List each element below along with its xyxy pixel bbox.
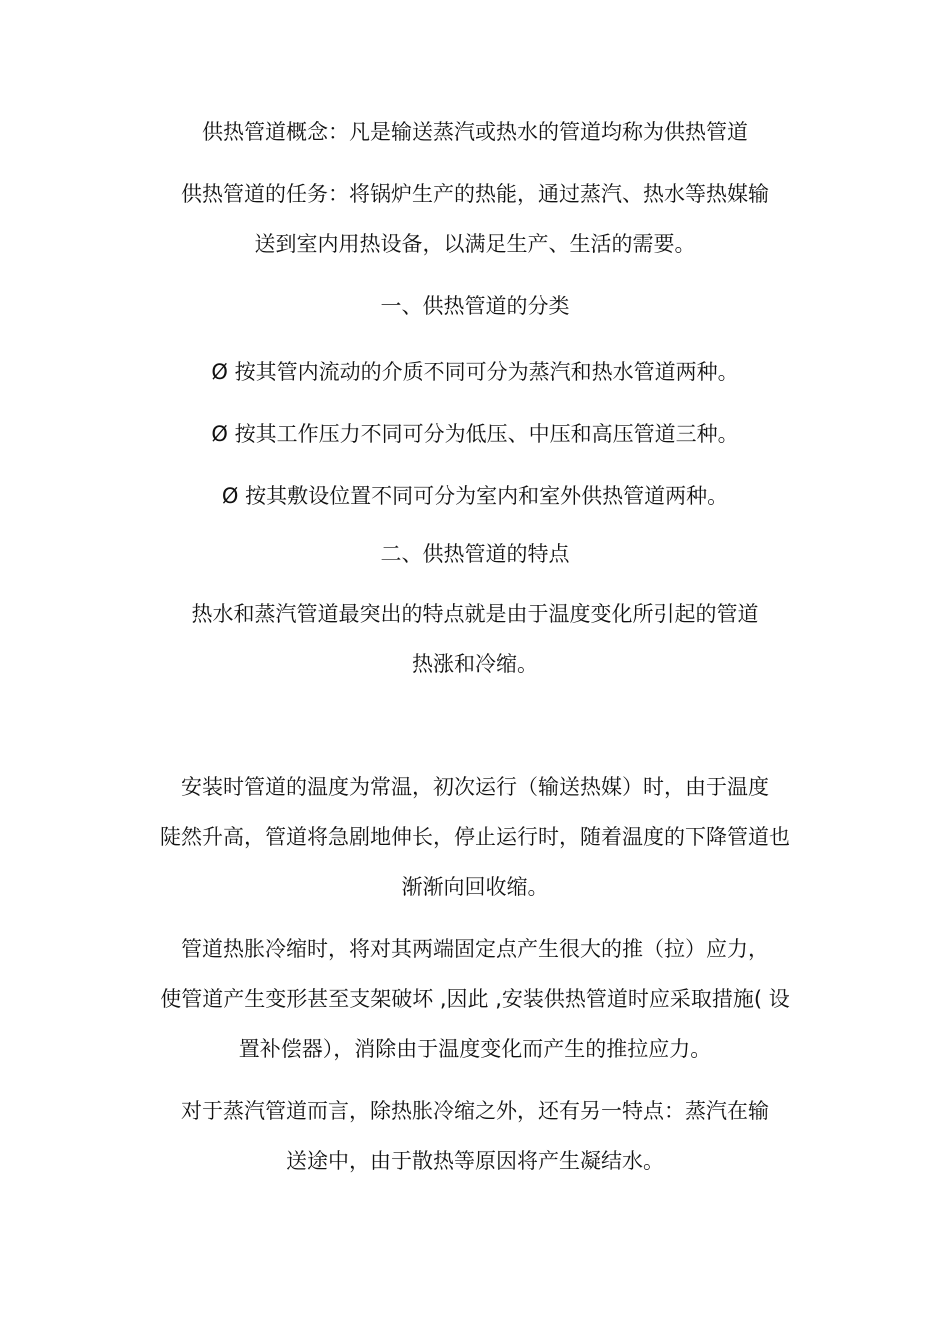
feature-line-1: 热水和蒸汽管道最突出的特点就是由于温度变化所引起的管道 [191,602,759,626]
para2-line-2: 使管道产生变形甚至支架破坏 ,因此 ,安装供热管道时应采取措施( 设 [160,987,790,1011]
para2-line-3: 置补偿器），消除由于温度变化而产生的推拉应力。 [238,1037,712,1061]
para2-line-1: 管道热胀冷缩时，将对其两端固定点产生很大的推（拉）应力， [181,937,769,961]
para1-line-3: 渐渐向回收缩。 [401,875,549,899]
para3-line-2: 送途中，由于散热等原因将产生凝结水。 [286,1149,664,1173]
feature-line-2: 热涨和冷缩。 [412,652,538,676]
para1-line-2: 陡然升高，管道将急剧地伸长，停止运行时，随着温度的下降管道也 [160,825,790,849]
section1-heading: 一、供热管道的分类 [380,294,570,318]
task-line-2: 送到室内用热设备，以满足生产、生活的需要。 [254,232,696,256]
section2-heading: 二、供热管道的特点 [380,542,570,566]
para1-line-1: 安装时管道的温度为常温，初次运行（输送热媒）时，由于温度 [181,775,769,799]
para3-line-1: 对于蒸汽管道而言，除热胀冷缩之外，还有另一特点：蒸汽在输 [181,1099,769,1123]
section1-item-1: Ø 按其管内流动的介质不同可分为蒸汽和热水管道两种。 [211,360,739,384]
section1-item-3: Ø 按其敷设位置不同可分为室内和室外供热管道两种。 [221,484,729,508]
section1-item-2: Ø 按其工作压力不同可分为低压、中压和高压管道三种。 [211,422,739,446]
concept-line: 供热管道概念：凡是输送蒸汽或热水的管道均称为供热管道 [202,120,748,144]
task-line-1: 供热管道的任务：将锅炉生产的热能，通过蒸汽、热水等热媒输 [181,182,769,206]
